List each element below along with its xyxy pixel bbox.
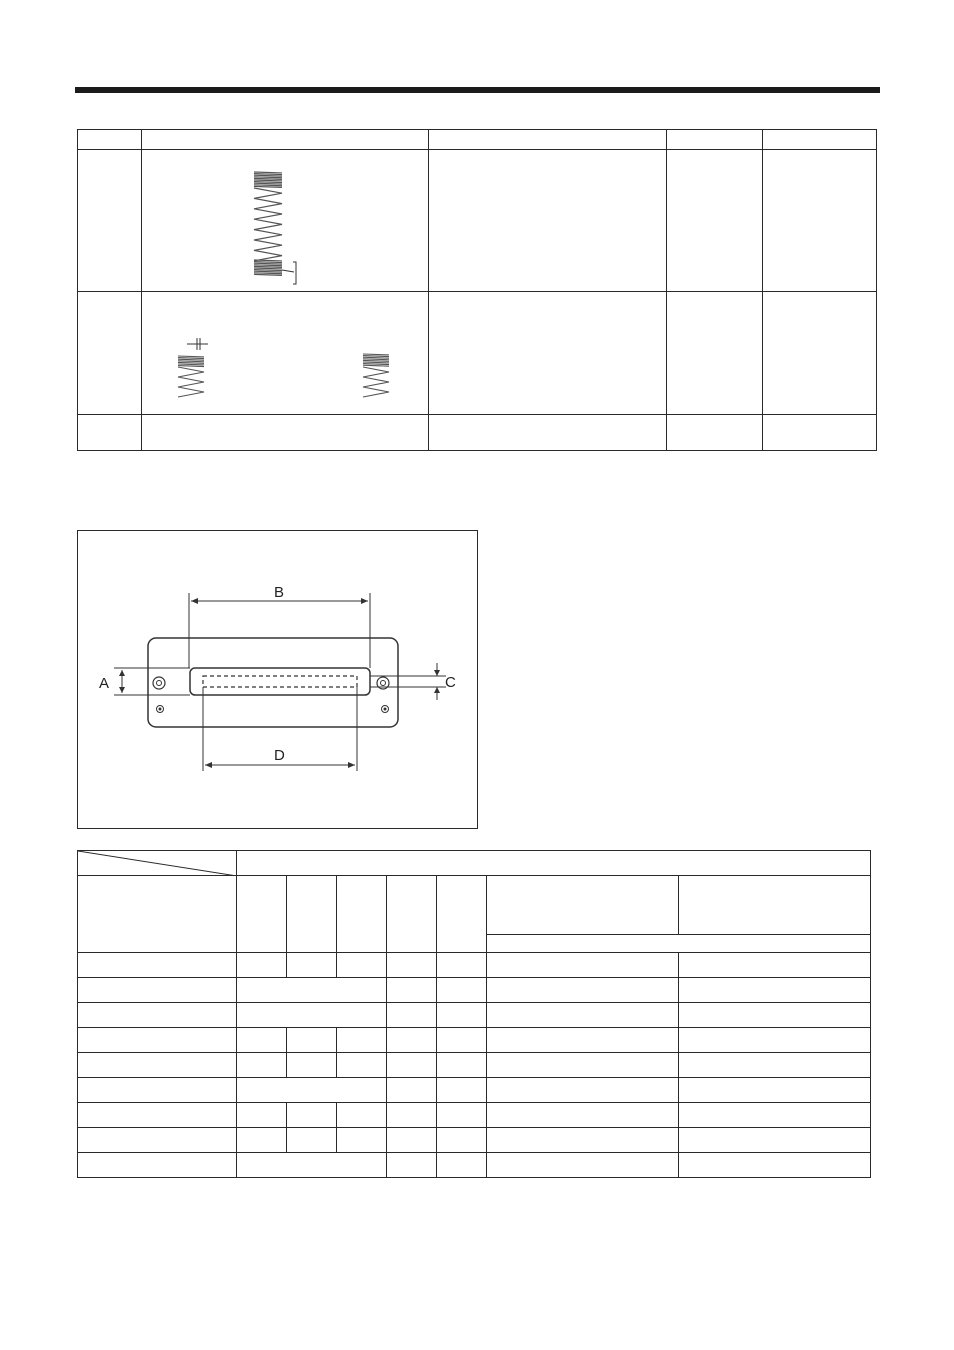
table-row [78, 851, 871, 876]
table-cell [429, 415, 667, 451]
stitch-pattern-table [77, 129, 877, 451]
table-cell [142, 130, 429, 150]
table-cell [679, 1103, 871, 1128]
table-row [78, 130, 877, 150]
table-row [78, 1003, 871, 1028]
table-cell [142, 415, 429, 451]
table-row [78, 292, 877, 415]
table-cell [237, 1103, 287, 1128]
table-cell [679, 1028, 871, 1053]
table-row [78, 415, 877, 451]
table-cell [667, 415, 763, 451]
dimension-label-b: B [274, 584, 285, 601]
feed-plate-diagram [78, 531, 477, 828]
table-cell [337, 876, 387, 953]
diagonal-header-cell [78, 851, 237, 876]
table-cell [487, 1028, 679, 1053]
table-cell [237, 978, 387, 1003]
table-cell [78, 1078, 237, 1103]
table-cell [387, 978, 437, 1003]
table-cell [487, 935, 871, 953]
table-cell [437, 1053, 487, 1078]
short-bartack-stitch-icon [142, 292, 429, 414]
table-row [78, 1153, 871, 1178]
table-cell [487, 1078, 679, 1103]
table-cell [387, 953, 437, 978]
table-cell [78, 415, 142, 451]
table-cell [287, 1053, 337, 1078]
table-cell [437, 1103, 487, 1128]
table-cell [437, 978, 487, 1003]
table-row [78, 876, 871, 935]
table-row [78, 1053, 871, 1078]
feed-plate-figure [77, 530, 478, 829]
table-cell [287, 1128, 337, 1153]
table-cell [287, 1103, 337, 1128]
table-cell [679, 1003, 871, 1028]
table-cell [679, 953, 871, 978]
table-row [78, 1028, 871, 1053]
table-cell [237, 953, 287, 978]
table-cell [679, 876, 871, 935]
table-cell [78, 150, 142, 292]
table-cell [78, 1053, 237, 1078]
table-cell [763, 292, 877, 415]
table-cell [78, 292, 142, 415]
table-cell [763, 415, 877, 451]
diagonal-divider [78, 851, 237, 876]
table-cell [679, 1078, 871, 1103]
table-cell [763, 130, 877, 150]
table-cell [337, 1128, 387, 1153]
table-cell [237, 851, 871, 876]
dimension-label-c: C [445, 674, 456, 691]
stitch-image-cell [142, 150, 429, 292]
table-cell [437, 953, 487, 978]
stitch-image-cell [142, 292, 429, 415]
table-cell [387, 1128, 437, 1153]
table-cell [487, 876, 679, 935]
table-row [78, 150, 877, 292]
table-cell [437, 876, 487, 953]
table-cell [78, 1103, 237, 1128]
table-cell [78, 1028, 237, 1053]
table-cell [387, 1028, 437, 1053]
table-cell [487, 953, 679, 978]
table-cell [429, 130, 667, 150]
table-cell [237, 1003, 387, 1028]
table-cell [287, 953, 337, 978]
table-cell [287, 1028, 337, 1053]
table-cell [78, 1128, 237, 1153]
table-cell [387, 876, 437, 953]
table-cell [337, 1028, 387, 1053]
table-cell [78, 1153, 237, 1178]
bartack-stitch-icon [142, 150, 429, 291]
table-cell [487, 1003, 679, 1028]
table-cell [437, 1128, 487, 1153]
table-cell [337, 953, 387, 978]
table-row [78, 1078, 871, 1103]
table-cell [487, 978, 679, 1003]
table-cell [387, 1003, 437, 1028]
table-cell [667, 292, 763, 415]
table-cell [237, 1078, 387, 1103]
table-cell [237, 1128, 287, 1153]
table-cell [667, 150, 763, 292]
table-cell [337, 1053, 387, 1078]
table-cell [78, 130, 142, 150]
table-cell [387, 1153, 437, 1178]
dimension-label-d: D [274, 747, 285, 764]
table-cell [667, 130, 763, 150]
table-cell [679, 1053, 871, 1078]
table-cell [679, 978, 871, 1003]
table-row [78, 1103, 871, 1128]
table-cell [679, 1153, 871, 1178]
header-rule [75, 87, 880, 93]
table-cell [287, 876, 337, 953]
table-cell [78, 953, 237, 978]
table-cell [237, 1053, 287, 1078]
table-cell [487, 1103, 679, 1128]
table-cell [679, 1128, 871, 1153]
table-cell [337, 1103, 387, 1128]
table-cell [763, 150, 877, 292]
table-cell [237, 1153, 387, 1178]
table-cell [437, 1003, 487, 1028]
table-row [78, 953, 871, 978]
table-cell [437, 1153, 487, 1178]
table-cell [78, 876, 237, 953]
table-cell [237, 1028, 287, 1053]
table-cell [387, 1078, 437, 1103]
table-cell [237, 876, 287, 953]
table-row [78, 978, 871, 1003]
dimension-table [77, 850, 871, 1178]
table-cell [387, 1053, 437, 1078]
dimension-label-a: A [99, 675, 110, 692]
table-row [78, 1128, 871, 1153]
table-cell [487, 1153, 679, 1178]
table-cell [437, 1078, 487, 1103]
table-cell [487, 1128, 679, 1153]
table-cell [387, 1103, 437, 1128]
table-cell [487, 1053, 679, 1078]
table-cell [78, 1003, 237, 1028]
table-cell [429, 292, 667, 415]
table-cell [429, 150, 667, 292]
table-cell [78, 978, 237, 1003]
table-cell [437, 1028, 487, 1053]
